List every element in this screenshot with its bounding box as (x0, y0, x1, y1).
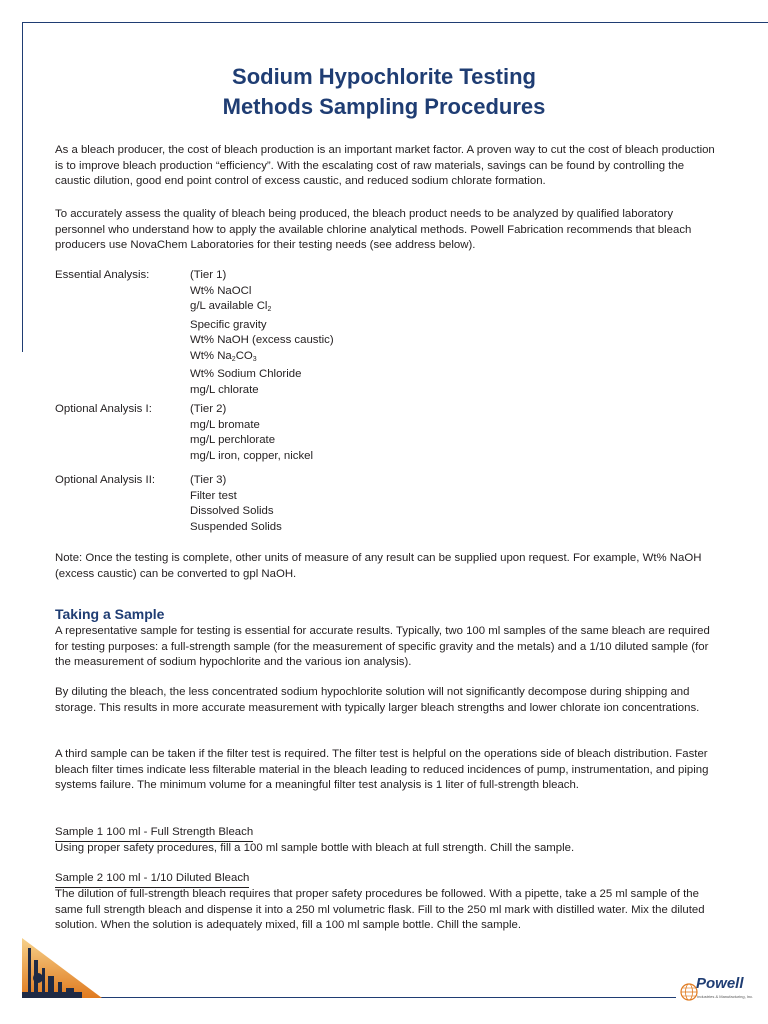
essential-analysis-list (190, 268, 334, 398)
list-item: g/L available $Cl_2$ (190, 300, 272, 313)
tier-2: (Tier 2) (190, 403, 227, 415)
list-item: Dissolved Solids (190, 505, 274, 517)
section-heading-taking-a-sample: Taking a Sample (55, 606, 165, 622)
logo-wordmark: Powell (696, 975, 744, 992)
list-item: Suspended Solids (190, 520, 282, 533)
optional-analysis-1-list (190, 402, 313, 464)
list-item: Filter test (190, 489, 237, 502)
list-item: Wt% Sodium Chloride (190, 368, 302, 380)
tier-1: (Tier 1) (190, 269, 227, 281)
optional-analysis-2-label: Optional Analysis II: (55, 474, 156, 486)
page-frame-top (22, 22, 768, 23)
optional-analysis-2-list (190, 473, 282, 535)
list-item: Specific gravity (190, 318, 267, 331)
intro-paragraph-1: As a bleach producer, the cost of bleach production is an important market factor. A proven way to cut the cost of bleach production is to improve bleach production “efficiency”. With the escalating cost of raw materials, savings can be found by controlling the caustic dilution, good end point control of excess caustic, and reduced sodium chlorate formation. (55, 144, 715, 187)
plant-illustration-icon (22, 938, 102, 998)
tier-3: (Tier 3) (190, 474, 227, 486)
sample-2-heading: Sample 2 100 ml - 1/10 Diluted Bleach (55, 871, 249, 888)
list-item: mg/L iron, copper, nickel (190, 449, 314, 462)
sample-1-heading: Sample 1 100 ml - Full Strength Bleach (55, 825, 253, 842)
list-item: Wt% $Na_2CO_3$ (190, 349, 257, 363)
sampling-paragraph-2: By diluting the bleach, the less concentrated sodium hypochlorite solution will not significantly decompose during shipping and storage. This results in more accurate measurement with typically larger bleach strengths and lower chlorate ion concentrations. (55, 686, 700, 714)
list-item: Wt% NaOH (excess caustic) (190, 334, 334, 346)
list-item: mg/L bromate (190, 418, 260, 431)
list-item: Wt% NaOCl (190, 284, 252, 297)
intro-paragraph-2: To accurately assess the quality of bleach being produced, the bleach product needs to be analyzed by qualified laboratory personnel who understand how to apply the available chlorine analytical methods. Powell Fabrication recommends that bleach producers use NovaChem Laboratories for their testing needs (see address below). (55, 208, 692, 251)
sampling-paragraph-1: A representative sample for testing is essential for accurate results. Typically, two 100 ml samples of the same bleach are required for testing purposes: a full-strength sample (for the measurement of specific gravity and the metals) and a 1/10 diluted sample (for the measurement of sodium hypochlorite and the various ion analysis). (55, 625, 710, 668)
title-line-1: Sodium Hypochlorite Testing (232, 64, 536, 89)
title-line-2: Methods Sampling Procedures (222, 94, 546, 119)
sample-1-text: Using proper safety procedures, fill a 100 ml sample bottle with bleach at full strength. Chill the sample. (55, 842, 575, 854)
page-title (0, 62, 768, 122)
sample-2-text: The dilution of full-strength bleach requires that proper safety procedures be followed. With a pipette, take a 25 ml sample of the same full strength bleach and dispense it into a 250 ml volumetric flask. Fill to the 250 ml mark with distilled water. Mix the diluted solution. When the solution is adequately mixed, fill a 100 ml sample bottle. Chill the sample. (55, 888, 705, 931)
page-frame-bottom (22, 997, 676, 998)
note-paragraph: Note: Once the testing is complete, other units of measure of any result can be supplied upon request. For example, Wt% NaOH (excess caustic) can be converted to gpl NaOH. (55, 552, 702, 580)
list-item: mg/L perchlorate (190, 434, 276, 446)
sampling-paragraph-3: A third sample can be taken if the filter test is required. The filter test is helpful on the operations side of bleach distribution. Faster bleach filter times indicate less filterable material in the bleach leading to reduced incidences of pump, instrumentation, and piping systems failure. The minimum volume for a meaningful filter test analysis is 1 liter of full-strength bleach. (55, 748, 709, 791)
logo-tagline: Industries & Manufacturing, Inc. (697, 994, 754, 999)
essential-analysis-label: Essential Analysis: (55, 269, 150, 281)
list-item: mg/L chlorate (190, 383, 259, 396)
optional-analysis-1-label: Optional Analysis I: (55, 403, 152, 415)
